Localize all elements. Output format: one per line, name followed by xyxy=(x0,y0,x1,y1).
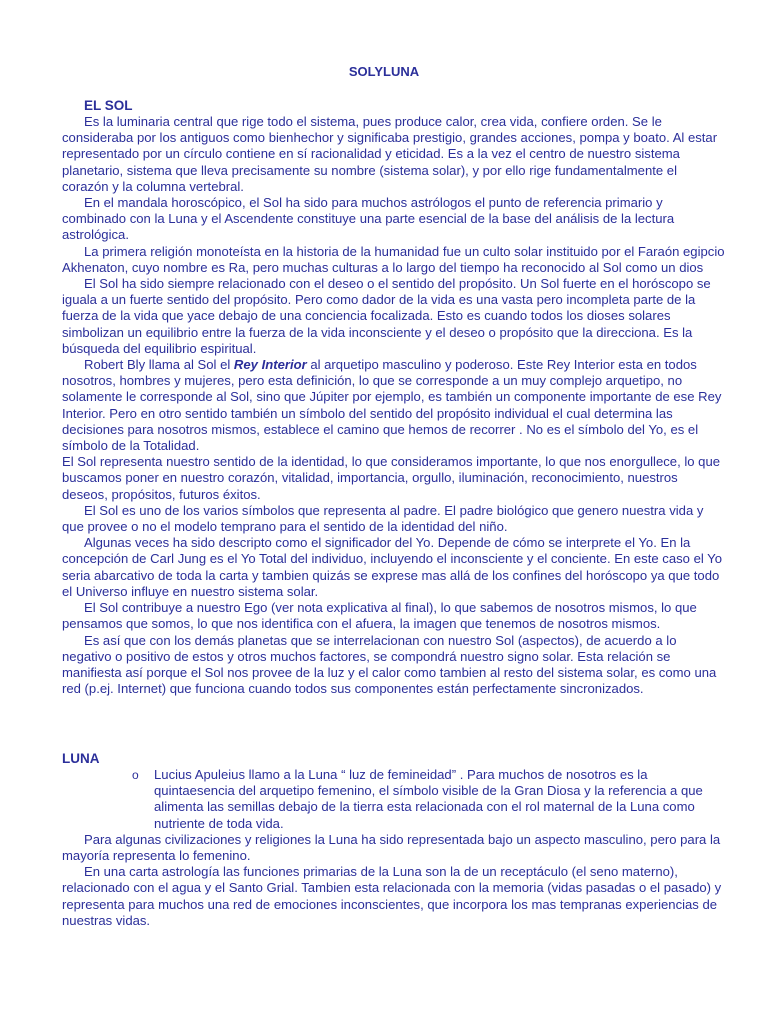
paragraph-rey-interior xyxy=(62,357,726,454)
paragraph: En el mandala horoscópico, el Sol ha sido para muchos astrólogos el punto de referencia primario y combinado con la Luna y el Ascendente constituye una parte esencial de la base del análisis de la lectura astrológica. xyxy=(62,195,675,243)
text-span: Robert Bly llama al Sol el xyxy=(84,357,234,373)
paragraph: En una carta astrología las funciones primarias de la Luna son la de un receptáculo (el seno materno), relacionado con el agua y el Santo Grial. Tambien esta relacionada con la memoria (vidas pasadas o el pasado) y representa para muchos una red de emociones inconscientes, que incorpora los mas tempranas experiencias de nuestras vidas. xyxy=(62,864,722,928)
paragraph: El Sol es uno de los varios símbolos que representa al padre. El padre biológico que genero nuestra vida y que provee o no el modelo temprano para el sentido de la identidad del niño. xyxy=(62,502,704,535)
paragraph-identidad: El Sol representa nuestro sentido de la identidad, lo que consideramos importante, lo que nos enorgullece, lo que buscamos poner en nuestro corazón, vitalidad, importancia, orgullo, iluminación, reconocimiento, nuestros deseos, propósitos, futuros éxitos. xyxy=(62,454,721,502)
paragraph: El Sol contribuye a nuestro Ego (ver nota explicativa al final), lo que sabemos de nosotros mismos, lo que pensamos que somos, lo que nos identifica con el afuera, la imagen que tenemos de nosotros mismos. xyxy=(62,600,697,632)
section-heading-luna: LUNA xyxy=(62,751,100,766)
paragraph: Es la luminaria central que rige todo el sistema, pues produce calor, crea vida, confiere orden. Se le consideraba por los antiguos como bienhechor y significaba prestigio, grandes acciones, pompa y boato. Al estar representado por un círculo contiene en sí racionalidad y eticidad. Es a la vez el centro de nuestro sistema planetario, sistema que lleva precisamente su nombre (sistema solar), y por ello rige fundamentalmente el corazón y la columna vertebral. xyxy=(62,114,718,194)
paragraph: La primera religión monoteísta en la historia de la humanidad fue un culto solar instituido por el Faraón egipcio Akhenaton, cuyo nombre es Ra, pero muchas culturas a lo largo del tiempo ha reconocido al Sol como un dios xyxy=(62,243,725,275)
document-title: SOLYLUNA xyxy=(348,64,420,79)
paragraph: Algunas veces ha sido descripto como el significador del Yo. Depende de cómo se interprete el Yo. En la concepción de Carl Jung es el Yo Total del individuo, incluyendo el inconsciente y el conciente. En este caso el Yo seria abarcativo de toda la carta y tambien quizás se exprese mas allá de los confines del horóscopo ya que todo el Universo influye en nuestro sistema solar. xyxy=(62,535,722,599)
bullet-list xyxy=(62,767,726,832)
section-heading-sol: EL SOL xyxy=(84,98,133,113)
list-item xyxy=(132,767,726,832)
section-luna xyxy=(62,751,726,929)
paragraph: Para algunas civilizaciones y religiones la Luna ha sido representada bajo un aspecto masculino, pero para la mayoría representa lo femenino. xyxy=(62,831,721,864)
paragraph: Es así que con los demás planetas que se interrelacionan con nuestro Sol (aspectos), de acuerdo a lo negativo o positivo de estos y otros muchos factores, se compondrá nuestro signo solar. Esta relación se manifiesta así porque el Sol nos provee de la luz y el calor como tambien al resto del sistema solar, es como una red (p.ej. Internet) que funciona cuando todos sus componentes están perfectamente sincronizados. xyxy=(62,632,717,697)
list-item-text: Lucius Apuleius llamo a la Luna “ luz de femineidad” . Para muchos de nosotros es la quintaesencia del arquetipo femenino, el símbolo visible de la Gran Diosa y la referencia a que alimenta las semillas debajo de la tierra esta relacionada con el rol maternal de la Luna como nutriente de toda vida. xyxy=(154,767,703,831)
section-el-sol xyxy=(62,98,726,697)
paragraph: El Sol ha sido siempre relacionado con el deseo o el sentido del propósito. Un Sol fuerte en el horóscopo se iguala a un fuerte sentido del propósito. Pero como dador de la vida es una vasta pero incompleta parte de la fuerza de la vida que yace debajo de una conciencia focalizada. Esto es cuando todos los dioses solares simbolizan un equilibrio entre la fuerza de la vida inconsciente y el deseo o propósito que la direcciona. Es la búsqueda del equilibrio espiritual. xyxy=(62,276,711,356)
emphasis-rey-interior: Rey Interior xyxy=(233,357,307,373)
bullet-marker: o xyxy=(132,768,139,782)
text-span: al arquetipo masculino y poderoso. Este Rey Interior esta en todos nosotros, hombres y mujeres, pero esta definición, lo que se corresponde a un muy complejo arquetipo, no solamente le corresponde al Sol, sino que Júpiter por ejemplo, es también un componente importante de ese Rey Interior. Pero en otro sentido también un símbolo del sentido del propósito individual el cual determina las decisiones para nosotros mismos, establece el camino que hemos de recorrer . No es el símbolo del Yo, es el símbolo de la Totalidad. xyxy=(62,357,722,454)
